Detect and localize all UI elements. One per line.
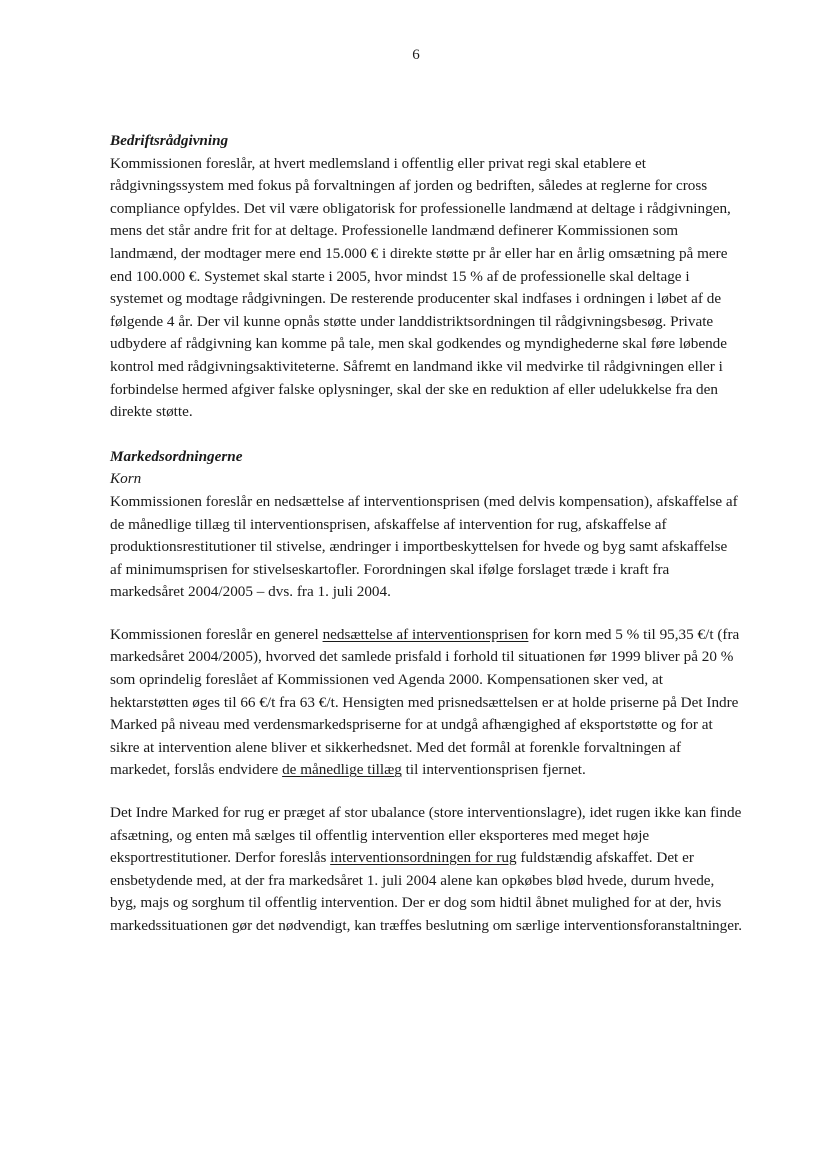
text-span: til interventionsprisen fjernet.	[401, 761, 586, 779]
text-span: for korn med 5 % til 95,35 €/t (fra markedsåret 2004/2005), hvorved det samlede prisfald i forhold til situationen før 1999 bliver på 20 % som oprindelig foreslået af Kommissionen ved Agenda 2000. Kompensationen sker ved, at hektarstøtten øges til 66 €/t fra 63 €/t. Hensigten med prisnedsættelsen er at holde priserne på Det Indre Marked på niveau med verdensmarkedspriserne for at undgå afhængighed af eksportstøtte og for at sikre at intervention alene bliver et sikkerhedsnet. Med det formål at forenkle forvaltningen af markedet, forslås endvidere	[110, 625, 740, 779]
underlined-term-interventionsordningen-rug: interventionsordningen for rug	[330, 849, 517, 867]
paragraph-korn-intro: Kommissionen foreslår en nedsættelse af interventionsprisen (med delvis kompensation), afskaffelse af de månedlige tillæg til interventionsprisen, afskaffelse af intervention for rug, afskaffelse af produktionsrestitutioner til stivelse, ændringer i importbeskyttelsen for hvede og byg samt afskaffelse af minimumsprisen for stivelseskartofler. Forordningen skal ifølge forslaget træde i kraft fra markedsåret 2004/2005 – dvs. fra 1. juli 2004.	[110, 492, 738, 601]
section-heading-markedsordningerne: Markedsordningerne	[110, 447, 243, 465]
document-body	[110, 130, 742, 938]
paragraph-bedriftsraadgivning: Kommissionen foreslår, at hvert medlemsland i offentlig eller privat regi skal etablere et rådgivningssystem med fokus på forvaltningen af jorden og bedriften, således at reglerne for cross compliance opfyldes. Det vil være obligatorisk for professionelle landmænd at deltage i rådgivningen, mens det står andre frit for at deltage. Professionelle landmænd definerer Kommissionen som landmænd, der modtager mere end 15.000 € i direkte støtte pr år eller har en årlig omsætning på mere end 100.000 €. Systemet skal starte i 2005, hvor mindst 15 % af de professionelle skal deltage i systemet og modtage rådgivningen. De resterende producenter skal indfases i ordningen i løbet af de følgende 4 år. Der vil kunne opnås støtte under landdistriktsordningen til rådgivningsbesøg. Private udbydere af rådgivning kan komme på tale, men skal godkendes og myndighederne skal føre løbende kontrol med rådgivningsaktiviteterne. Såfremt en landmand ikke vil medvirke til rådgivningen eller i forbindelse hermed afgiver falske oplysninger, skal der ske en reduktion af eller udelukkelse fra den direkte støtte.	[110, 154, 731, 421]
paragraph-interventionspris	[110, 624, 742, 782]
text-span: fuldstændig afskaffet. Det er ensbetydende med, at der fra markedsåret 1. juli 2004 alene kan opkøbes blød hvede, durum hvede, byg, majs og sorghum til offentlig intervention. Der er dog som hidtil åbnet mulighed for at der, hvis markedssituationen gør det nødvendigt, kan træffes beslutning om særlige interventionsforanstaltninger.	[110, 849, 742, 934]
subheading-korn: Korn	[110, 470, 142, 488]
underlined-term-nedsaettelse: nedsættelse af interventionsprisen	[322, 625, 529, 643]
underlined-term-maanedlige-tillaeg: de månedlige tillæg	[282, 761, 402, 779]
text-span: Det Indre Marked for rug er præget af stor ubalance (store interventionslagre), idet rugen ikke kan finde afsætning, og enten må sælges til offentlig intervention eller eksporteres med meget høje eksportrestitutioner. Derfor foreslås	[110, 804, 742, 867]
text-span: Kommissionen foreslår en generel	[110, 625, 323, 643]
page-number: 6	[412, 47, 420, 63]
paragraph-rug	[110, 802, 742, 938]
section-heading-bedriftsraadgivning: Bedriftsrådgivning	[110, 132, 229, 149]
